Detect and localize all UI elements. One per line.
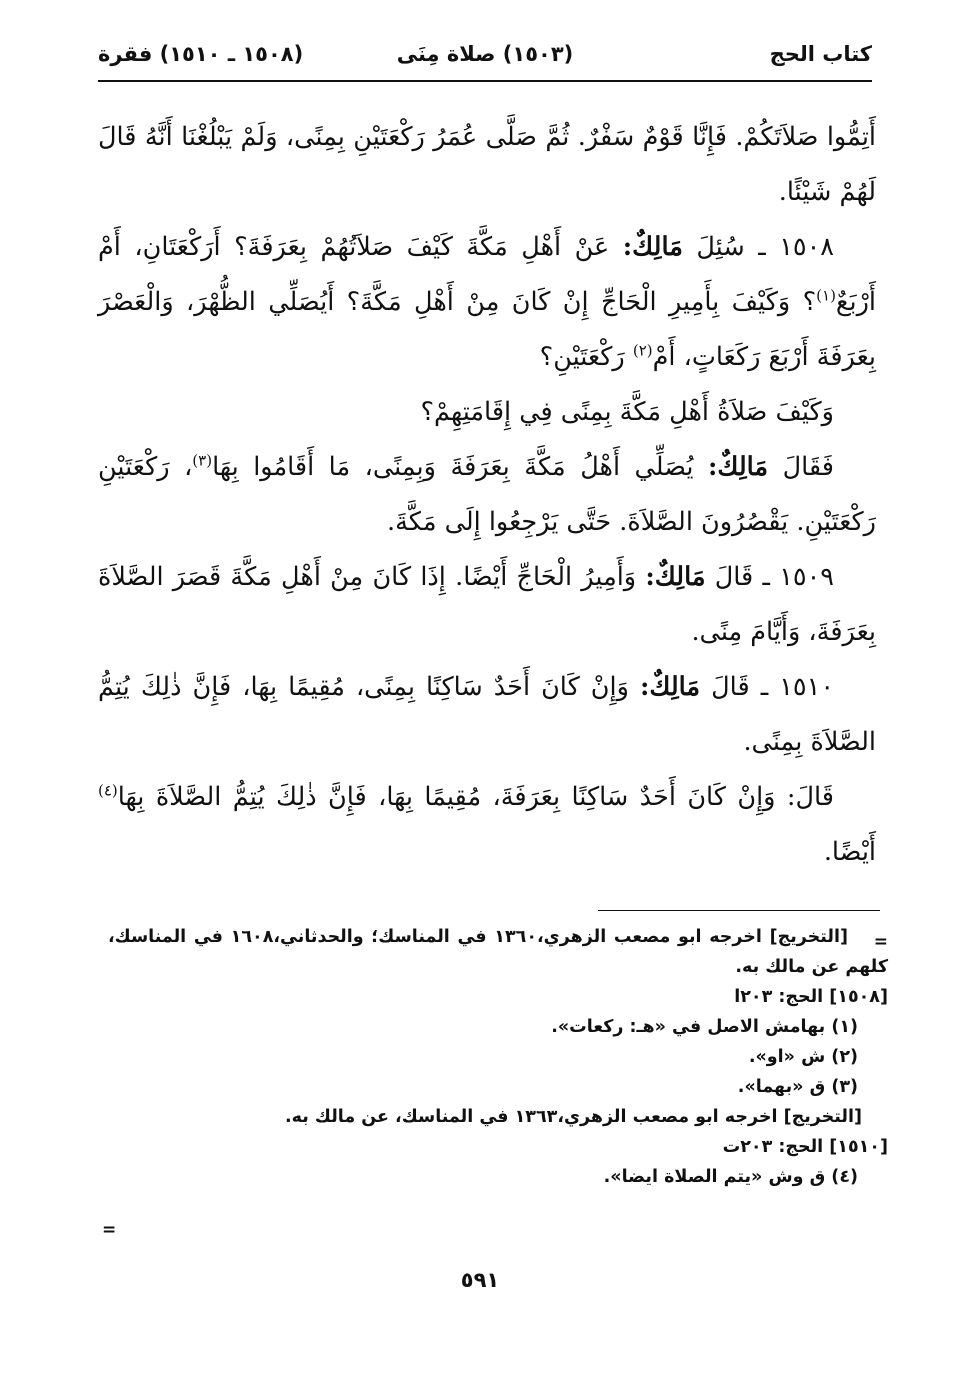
takhrij-label: [التخريج] [769,927,848,947]
paragraph-1510: ١٥١٠ ـ قَالَ مَالِكٌ: وَإِنْ كَانَ أَحَدٌ سَاكِنًا بِمِنًى، مُقِيمًا بِهَا، فَإِنَّ ذٰلِكَ يُتِمُّ الصَّلاَةَ بِمِنًى. [98,672,876,757]
paragraph-continuation: أَتِمُّوا صَلاَتَكُمْ. فَإِنَّا قَوْمٌ سَفْرٌ. ثُمَّ صَلَّى عُمَرُ رَكْعَتَيْنِ بِمِنًى، وَلَمْ يَبْلُغْنَا أَنَّهُ قَالَ لَهُمْ شَيْئًا. [98,122,876,207]
footnote-2: (٢) ش «او». [748,1047,858,1067]
footnote-separator [598,910,880,911]
malik-label: مَالِكٌ: [645,562,706,592]
takhrij-note: [التخريج] اخرجه ابو مصعب الزهري،١٣٦٠ في المناسك؛ والحدثاني،١٦٠٨ في المناسك، كلهم عن مالك به. [108,927,888,977]
takhrij-note-2: [التخريج] اخرجه ابو مصعب الزهري،١٣٦٣ في المناسك، عن مالك به. [284,1107,862,1127]
reference-1508: [١٥٠٨] الحج: ٢٠٣ا [734,987,888,1007]
malik-label: مَالِكٌ: [707,452,769,482]
main-text [98,110,876,880]
continuation-mark: = [873,932,888,952]
malik-label: مَالِكٌ: [639,672,701,702]
footnote-3: (٣) ق «بهما». [737,1077,858,1097]
takhrij-label: [التخريج] [783,1107,862,1127]
paragraph-number: ١٥٠٩ ـ [762,562,835,592]
reference-1510: [١٥١٠] الحج: ٢٠٣ت [722,1137,888,1157]
paragraph-number: ١٥١٠ ـ [760,672,835,702]
header-paragraph-range: (١٥٠٨ ـ ١٥١٠) فقرة [98,42,304,66]
continuation-mark-end: = [102,1220,117,1240]
paragraph-1510-continued: قَالَ: وَإِنْ كَانَ أَحَدٌ سَاكِنًا بِعَرَفَةَ، مُقِيمًا بِهَا، فَإِنَّ ذٰلِكَ يُتِمُّ الصَّلاَةَ بِهَا$^{(٤)}$ أَيْضًا. [98,781,876,867]
footnotes [108,922,888,1192]
header-book-title: كتاب الحج [769,42,872,66]
paragraph-1508: ١٥٠٨ ـ سُئِلَ مَالِكٌ: عَنْ أَهْلِ مَكَّةَ كَيْفَ صَلاَتُهُمْ بِعَرَفَةَ؟ أَرَكْعَتَانِ، أَمْ أَرْبَعٌ$^{(١)}$؟ وَكَيْفَ بِأَمِيرِ الْحَاجِّ إِنْ كَانَ مِنْ أَهْلِ مَكَّةَ؟ أَيُصَلِّي الظُّهْرَ، وَالْعَصْرَ بِعَرَفَةَ أَرْبَعَ رَكَعَاتٍ، أَمْ$^{(٢)}$ رَكْعَتَيْنِ؟ [98,232,876,372]
footnote-1: (١) بهامش الاصل في «هـ: ركعات». [551,1017,858,1037]
footnote-ref-3: (٣) [192,451,213,470]
running-header [98,36,872,82]
paragraph-number: ١٥٠٨ ـ [758,232,835,262]
page-number: ٥٩١ [460,1268,500,1292]
header-chapter-title: (١٥٠٣) صلاة مِنَى [396,42,574,66]
footnote-ref-1: (١) [816,286,836,305]
paragraph-1508-answer: فَقَالَ مَالِكٌ: يُصَلِّي أَهْلُ مَكَّةَ بِعَرَفَةَ وَبِمِنًى، مَا أَقَامُوا بِهَا$^{(٣)}$، رَكْعَتَيْنِ رَكْعَتَيْنِ. يَقْصُرُونَ الصَّلاَةَ. حَتَّى يَرْجِعُوا إِلَى مَكَّةَ. [98,451,876,537]
malik-label: مَالِكٌ: [622,232,683,262]
paragraph-1508-question: وَكَيْفَ صَلاَةُ أَهْلِ مَكَّةَ بِمِنًى فِي إِقَامَتِهِمْ؟ [420,397,834,427]
footnote-4: (٤) ق وش «يتم الصلاة ايضا». [603,1167,858,1187]
paragraph-1509: ١٥٠٩ ـ قَالَ مَالِكٌ: وَأَمِيرُ الْحَاجِّ أَيْضًا. إِذَا كَانَ مِنْ أَهْلِ مَكَّةَ قَصَرَ الصَّلاَةَ بِعَرَفَةَ، وَأَيَّامَ مِنًى. [98,562,876,647]
footnote-ref-2: (٢) [632,341,653,360]
footnote-ref-4: (٤) [98,781,118,800]
